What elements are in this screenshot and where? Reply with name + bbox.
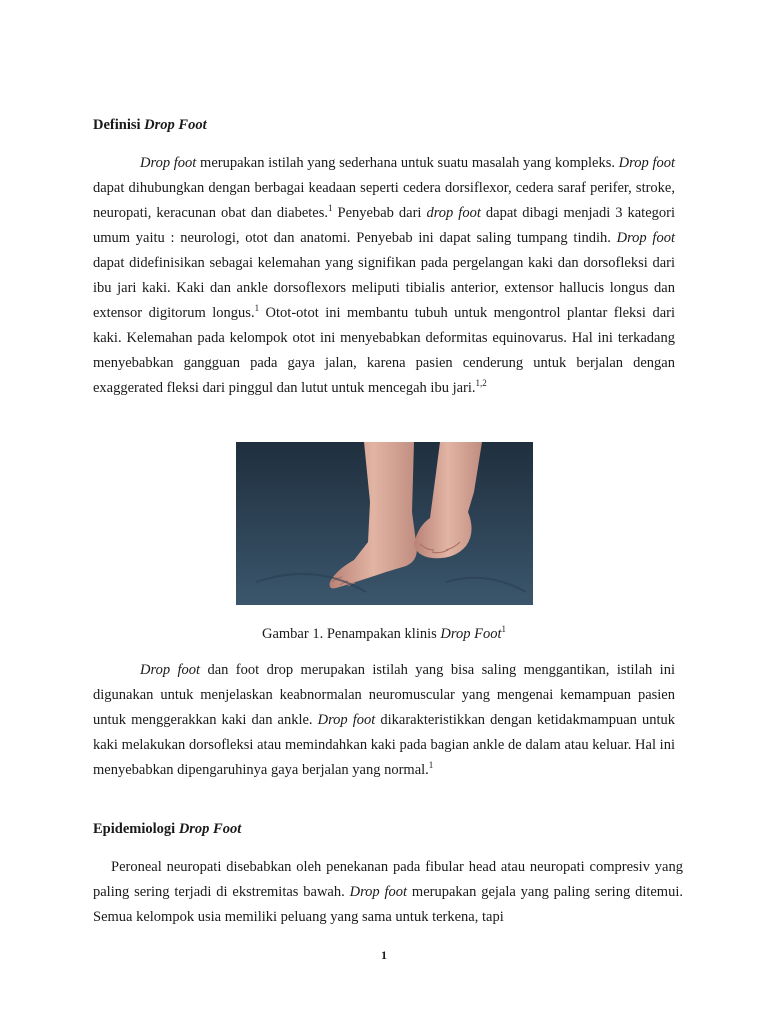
figure-drop-foot-photo [236,442,533,605]
paragraph-drop-foot-terms: Drop foot dan foot drop merupakan istilah yang bisa saling menggantikan, istilah ini digunakan untuk menjelaskan keabnormalan neuromuscular yang mengenai kemampuan pasien untuk menggerakkan kaki dan ankle. Drop foot dikarakteristikkan dengan ketidakmampuan untuk kaki melakukan dorsofleksi atau memindahkan kaki pada bagian ankle de dalam atau keluar. Hal ini menyebabkan dipengaruhinya gaya berjalan yang normal.$^1$ [93,662,675,778]
section-heading-definisi: Definisi Drop Foot [93,117,207,133]
page-number: 1 [381,948,387,962]
paragraph-definition: Drop foot merupakan istilah yang sederhana untuk suatu masalah yang kompleks. Drop foot dapat dihubungkan dengan berbagai keadaan seperti cedera dorsiflexor, cedera saraf perifer, stroke, neuropati, keracunan obat dan diabetes.$^1$ Penyebab dari drop foot dapat dibagi menjadi 3 kategori umum yaitu : neurologi, otot dan anatomi. Penyebab ini dapat saling tumpang tindih. Drop foot dapat didefinisikan sebagai kelemahan yang signifikan pada pergelangan kaki dan dorsofleksi dari ibu jari kaki. Kaki dan ankle dorsoflexors meliputi tibialis anterior, extensor hallucis longus dan extensor digitorum longus.$^1$ Otot-otot ini membantu tubuh untuk mengontrol plantar fleksi dari kaki. Kelemahan pada kelompok otot ini menyebabkan deformitas equinovarus. Hal ini terkadang menyebabkan gangguan pada gaya jalan, karena pasien cenderung untuk berjalan dengan exaggerated fleksi dari pinggul dan lutut untuk mencegah ibu jari.$^{1,2}$ [93,155,676,396]
reference-marker: 1 [328,203,333,213]
reference-marker: 1 [428,760,434,770]
reference-marker: 1,2 [475,378,487,388]
drop-foot-illustration [236,442,533,605]
paragraph-epidemiology: Peroneal neuropati disebabkan oleh penekanan pada fibular head atau neuropati compresiv yang paling sering terjadi di ekstremitas bawah. Drop foot merupakan gejala yang paling sering ditemui. Semua kelompok usia memiliki peluang yang sama untuk terkena, tapi [93,859,683,925]
figure-caption: Gambar 1. Penampakan klinis Drop Foot$^1$ [262,624,506,642]
reference-marker: 1 [254,303,260,313]
reference-marker: 1 [501,624,506,634]
section-heading-epidemiologi: Epidemiologi Drop Foot [93,821,242,837]
